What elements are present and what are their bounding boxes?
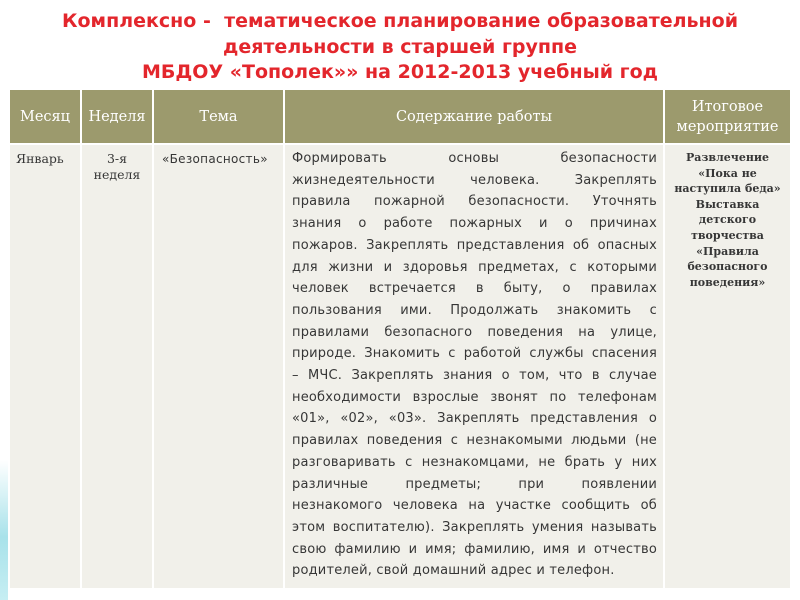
content-line: правилами безопасного поведения на улице,: [292, 324, 657, 340]
final-event-line: «Пока не: [698, 166, 757, 180]
content-line: необходимости взрослые звонят по телефонам: [292, 389, 657, 405]
final-event-line: «Правила: [696, 244, 759, 258]
header-week: Неделя: [81, 89, 153, 144]
content-line: родителей, свой домашний адрес и телефон.: [292, 563, 615, 579]
content-line: правилах поведения с незнакомыми людьми (не: [292, 433, 657, 449]
decorative-accent-strip: [0, 460, 8, 600]
planning-table: [8, 88, 792, 590]
slide-title: [0, 9, 800, 86]
table-row: [9, 144, 791, 589]
content-line: свою фамилию и имя; фамилию, имя и отчество: [292, 541, 657, 557]
final-event-line: безопасного: [687, 260, 768, 274]
title-line: деятельности в старшей группе: [222, 35, 578, 58]
content-line: пожаров. Закреплять представления об опасных: [292, 237, 657, 253]
header-final-event: Итоговое мероприятие: [664, 89, 791, 144]
content-line: Формировать основы безопасности: [292, 151, 657, 166]
content-line: знания о работе пожарных и о причинах: [292, 216, 657, 232]
title-line: МБДОУ «Тополек»» на 2012-2013 учебный год: [141, 61, 659, 83]
final-event-line: наступила беда»: [674, 182, 781, 196]
header-content: Содержание работы: [284, 89, 664, 144]
final-event-line: поведения»: [689, 275, 766, 289]
title-line: Комплексно - тематическое планирование образовательной: [61, 10, 739, 32]
content-line: «01», «02», «03». Закреплять представления о: [292, 411, 657, 427]
final-event-line: творчества: [691, 228, 764, 242]
content-line: различные предметы; при появлении: [292, 476, 657, 492]
final-event-line: Развлечение: [685, 151, 770, 164]
header-month: Месяц: [9, 89, 81, 144]
cell-topic: «Безопасность»: [153, 144, 284, 589]
final-event-line: детского: [698, 213, 757, 227]
content-line: правила пожарной безопасности. Уточнять: [292, 194, 657, 210]
cell-final-event: [664, 144, 791, 589]
cell-content: [284, 144, 664, 589]
cell-week: 3-я неделя: [81, 144, 153, 589]
cell-month: Январь: [9, 144, 81, 589]
table-header-row: [9, 89, 791, 144]
final-event-line: Выставка: [695, 197, 760, 211]
content-line: этом воспитателю). Закреплять умения называть: [292, 519, 657, 535]
content-line: разговаривать с незнакомцами, не брать у них: [292, 454, 657, 470]
content-line: природе. Знакомить с работой службы спасения: [292, 346, 657, 362]
header-topic: Тема: [153, 89, 284, 144]
content-line: незнакомого человека на участке сообщить об: [292, 498, 657, 514]
content-line: жизнедеятельности человека. Закреплять: [292, 172, 657, 188]
content-line: пользования ими. Продолжать знакомить с: [292, 302, 657, 318]
content-line: человек встречается в быту, о правилах: [292, 281, 657, 297]
content-line: для жизни и здоровья предметах, с которыми: [292, 259, 657, 275]
content-line: – МЧС. Закреплять знания о том, что в случае: [292, 368, 657, 384]
